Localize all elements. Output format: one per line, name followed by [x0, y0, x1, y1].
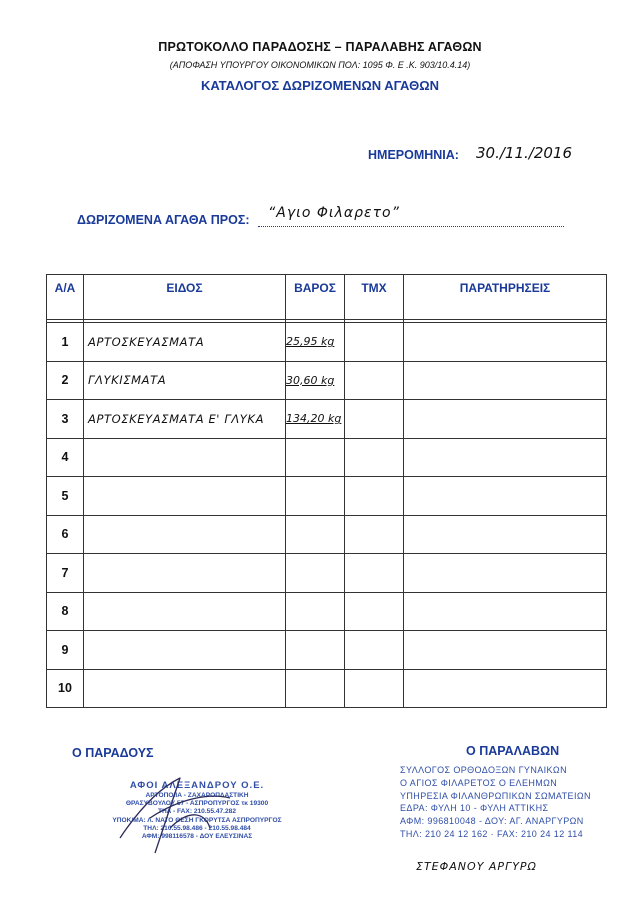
pieces-cell	[345, 438, 404, 477]
row-number: 5	[47, 477, 84, 516]
stamp-line: ΤΗΛ: 210 24 12 162 · FAX: 210 24 12 114	[400, 828, 584, 839]
document-subtitle: ΚΑΤΑΛΟΓΟΣ ΔΩΡΙΖΟΜΕΝΩΝ ΑΓΑΘΩΝ	[200, 78, 440, 93]
row-number: 6	[47, 515, 84, 554]
receiver-handwritten-name: ΣΤΕΦΑΝΟΥ ΑΡΓΥΡΩ	[416, 860, 537, 873]
row-number: 7	[47, 554, 84, 593]
goods-table	[46, 274, 607, 708]
notes-cell	[404, 361, 607, 400]
table-row	[47, 592, 607, 631]
stamp-line: ΕΔΡΑ: ΦΥΛΗ 10 - ΦΥΛΗ ΑΤΤΙΚΗΣ	[400, 803, 549, 814]
weight-cell	[286, 554, 345, 593]
table-row	[47, 669, 607, 708]
stamp-line: ΑΦΜ: 998116578 - ΔΟΥ ΕΛΕΥΣΙΝΑΣ	[141, 833, 253, 841]
row-number: 4	[47, 438, 84, 477]
weight-cell	[286, 477, 345, 516]
pieces-cell	[345, 477, 404, 516]
table-row	[47, 631, 607, 670]
stamp-line: ΣΥΛΛΟΓΟΣ ΟΡΘΟΔΟΞΩΝ ΓΥΝΑΙΚΩΝ	[400, 765, 567, 775]
receiver-label: Ο ΠΑΡΑΛΑΒΩΝ	[466, 744, 560, 758]
pieces-cell	[345, 515, 404, 554]
pieces-cell	[345, 554, 404, 593]
notes-cell	[404, 438, 607, 477]
table-row	[47, 323, 607, 362]
table-row	[47, 515, 607, 554]
row-number: 8	[47, 592, 84, 631]
item-cell	[84, 631, 286, 670]
item-cell	[84, 515, 286, 554]
pieces-cell	[345, 669, 404, 708]
notes-cell	[404, 631, 607, 670]
notes-cell	[404, 554, 607, 593]
giver-signature	[110, 768, 240, 858]
weight-cell	[286, 438, 345, 477]
row-number: 9	[47, 631, 84, 670]
pieces-cell	[345, 592, 404, 631]
pieces-cell	[345, 631, 404, 670]
weight-cell	[286, 592, 345, 631]
stamp-line: ΑΦΜ: 996810048 - ΔΟΥ: ΑΓ. ΑΝΑΡΓΥΡΩΝ	[400, 816, 584, 827]
header-weight: ΒΑΡΟΣ	[286, 275, 345, 320]
item-cell	[84, 669, 286, 708]
item-cell: ΑΡΤΟΣΚΕΥΑΣΜΑΤΑ Ε' ΓΛΥΚΑ	[84, 400, 286, 439]
row-number: 10	[47, 669, 84, 708]
table-row	[47, 400, 607, 439]
stamp-line: Ο ΑΓΙΟΣ ΦΙΛΑΡΕΤΟΣ Ο ΕΛΕΗΜΩΝ	[400, 777, 558, 788]
table-row	[47, 554, 607, 593]
receiver-stamp	[400, 764, 626, 841]
date-label: ΗΜΕΡΟΜΗΝΙΑ:	[368, 148, 459, 162]
notes-cell	[404, 400, 607, 439]
notes-cell	[404, 477, 607, 516]
stamp-line: ΥΠΗΡΕΣΙΑ ΦΙΛΑΝΘΡΩΠΙΚΩΝ ΣΩΜΑΤΕΙΩΝ	[400, 790, 591, 801]
pieces-cell	[345, 400, 404, 439]
stamp-line: ΑΦΟΙ ΑΛΕΞΑΝΔΡΟΥ Ο.Ε.	[129, 780, 265, 791]
item-cell	[84, 438, 286, 477]
stamp-line: ΑΡΤΟΠΟΙΙΑ - ΖΑΧΑΡΟΠΛΑΣΤΙΚΗ	[145, 791, 249, 799]
header-notes: ΠΑΡΑΤΗΡΗΣΕΙΣ	[404, 275, 607, 320]
item-cell: ΑΡΤΟΣΚΕΥΑΣΜΑΤΑ	[84, 323, 286, 362]
row-number: 2	[47, 361, 84, 400]
pieces-cell	[345, 323, 404, 362]
item-cell: ΓΛΥΚΙΣΜΑΤΑ	[84, 361, 286, 400]
pieces-cell	[345, 361, 404, 400]
notes-cell	[404, 323, 607, 362]
item-cell	[84, 592, 286, 631]
recipient-value: “Αγιο Φιλαρετο”	[268, 205, 400, 221]
document-title: ΠΡΩΤΟΚΟΛΛΟ ΠΑΡΑΔΟΣΗΣ – ΠΑΡΑΛΑΒΗΣ ΑΓΑΘΩΝ	[158, 40, 482, 54]
table-row	[47, 361, 607, 400]
table-body	[47, 320, 607, 708]
notes-cell	[404, 515, 607, 554]
weight-cell: 134,20 kg	[286, 400, 345, 439]
stamp-line: ΤΗΛ: 210.55.98.486 - 210.55.98.484	[143, 824, 251, 832]
item-cell	[84, 554, 286, 593]
stamp-line: ΘΡΑΣΥΒΟΥΛΟΥ 57 - ΑΣΠΡΟΠΥΡΓΟΣ τκ 19300	[125, 800, 269, 808]
row-number: 1	[47, 323, 84, 362]
notes-cell	[404, 592, 607, 631]
recipient-label: ΔΩΡΙΖΟΜΕΝΑ ΑΓΑΘΑ ΠΡΟΣ:	[77, 213, 250, 227]
table-row	[47, 438, 607, 477]
header-aa: Α/Α	[47, 275, 84, 320]
weight-cell	[286, 669, 345, 708]
notes-cell	[404, 669, 607, 708]
weight-cell: 25,95 kg	[286, 323, 345, 362]
decision-reference: (ΑΠΟΦΑΣΗ ΥΠΟΥΡΓΟΥ ΟΙΚΟΝΟΜΙΚΩΝ ΠΟΛ: 1095 Φ. Ε .Κ. 903/10.4.14)	[169, 60, 471, 70]
date-value: 30./11./2016	[476, 144, 572, 162]
table-row	[47, 477, 607, 516]
row-number: 3	[47, 400, 84, 439]
header-pieces: ΤΜΧ	[345, 275, 404, 320]
weight-cell	[286, 631, 345, 670]
stamp-line: ΥΠΟΚ/ΜΑ: Λ. ΝΑΤΟ ΘΕΣΗ ΓΚΟΡΥΤΣΑ ΑΣΠΡΟΠΥΡΓΟΣ	[112, 816, 282, 824]
stamp-line: ΤΗΛ - FAX: 210.55.47.282	[157, 808, 237, 816]
table-header-row	[47, 275, 607, 320]
weight-cell: 30,60 kg	[286, 361, 345, 400]
header-item: ΕΙΔΟΣ	[84, 275, 286, 320]
giver-label: Ο ΠΑΡΑΔΟΥΣ	[72, 746, 154, 760]
item-cell	[84, 477, 286, 516]
weight-cell	[286, 515, 345, 554]
